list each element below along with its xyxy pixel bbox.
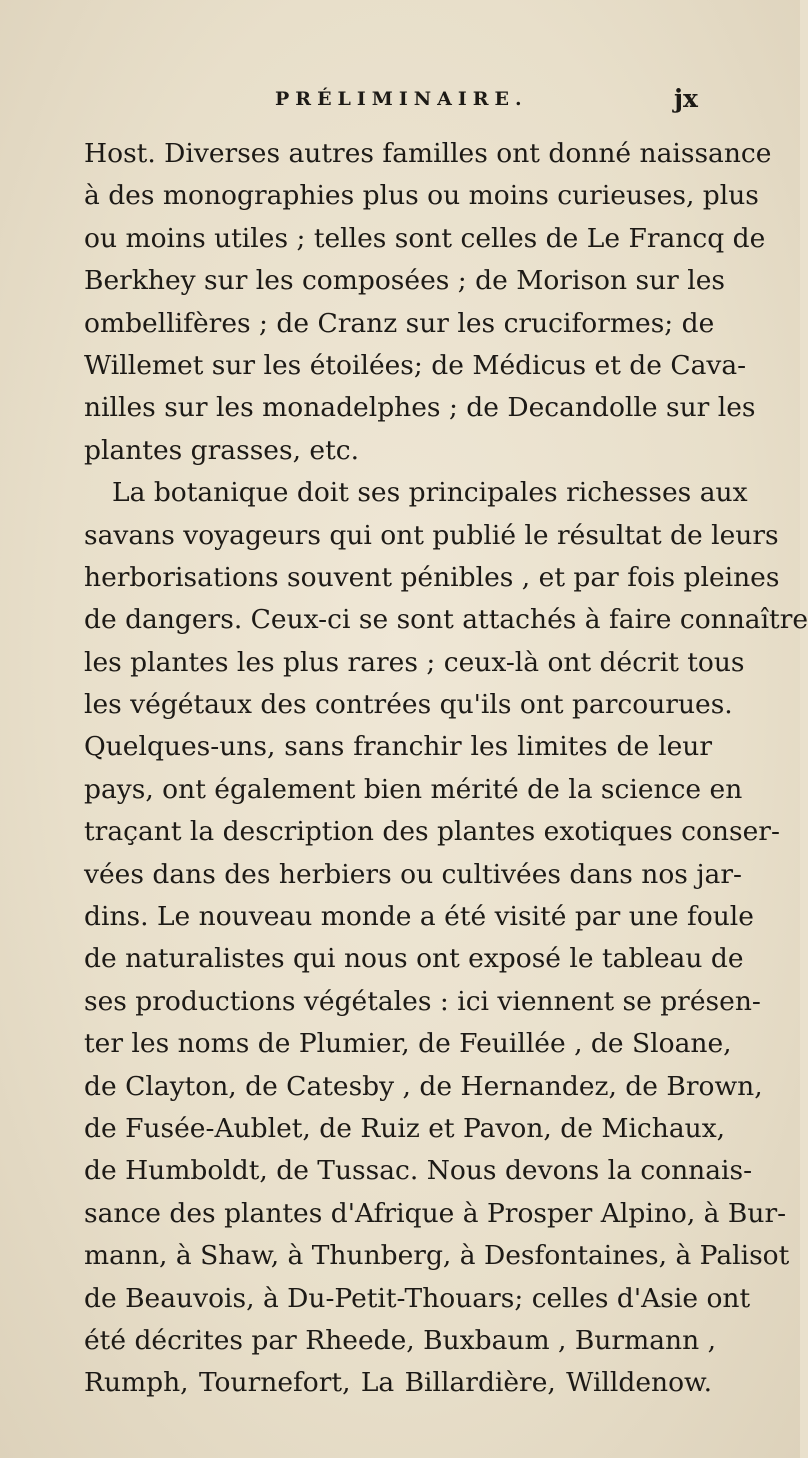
text-line: herborisations souvent pénibles , et par fois pleines <box>84 561 780 593</box>
text-line: Berkhey sur les composées ; de Morison sur les <box>84 265 726 297</box>
text-line: vées dans des herbiers ou cultivées dans nos jar- <box>84 858 742 890</box>
text-line: La botanique doit ses principales richesses aux <box>112 477 748 509</box>
text-line: sance des plantes d'Afrique à Prosper Alpino, à Bur- <box>84 1197 787 1229</box>
text-line: de Fusée-Aublet, de Ruiz et Pavon, de Michaux, <box>84 1112 726 1144</box>
text-line: de Humboldt, de Tussac. Nous devons la connais- <box>84 1155 753 1187</box>
text-line: dins. Le nouveau monde a été visité par une foule <box>84 901 754 933</box>
header-title: PRÉLIMINAIRE. <box>275 88 528 110</box>
text-line: de dangers. Ceux-ci se sont attachés à faire connaître <box>84 604 808 636</box>
text-line: les végétaux des contrées qu'ils ont parcourues. <box>84 689 733 721</box>
text-line: été décrites par Rheede, Buxbaum , Burmann , <box>84 1324 716 1356</box>
text-line: nilles sur les monadelphes ; de Decandolle sur les <box>84 392 756 424</box>
text-line: pays, ont également bien mérité de la science en <box>84 773 743 805</box>
text-line: de Clayton, de Catesby , de Hernandez, de Brown, <box>84 1070 763 1102</box>
text-line: Host. Diverses autres familles ont donné naissance <box>84 138 772 169</box>
text-line: traçant la description des plantes exotiques conser- <box>84 816 780 848</box>
text-line: les plantes les plus rares ; ceux-là ont décrit tous <box>84 646 745 678</box>
text-line: ses productions végétales : ici viennent se présen- <box>84 985 761 1017</box>
running-header <box>0 84 800 118</box>
text-line: à des monographies plus ou moins curieuses, plus <box>84 180 759 212</box>
text-line: de naturalistes qui nous ont exposé le tableau de <box>84 943 744 975</box>
body-text <box>84 133 808 1405</box>
text-line: savans voyageurs qui ont publié le résultat de leurs <box>84 519 779 551</box>
text-line: Rumph, Tournefort, La Billardière, Willdenow. <box>84 1367 712 1399</box>
text-line: mann, à Shaw, à Thunberg, à Desfontaines, à Palisot <box>84 1240 790 1272</box>
text-line: de Beauvois, à Du-Petit-Thouars; celles d'Asie ont <box>84 1282 751 1314</box>
page-number: jx <box>674 84 698 113</box>
text-line: plantes grasses, etc. <box>84 434 360 466</box>
text-line: Willemet sur les étoilées; de Médicus et de Cava- <box>84 349 747 381</box>
text-line: ou moins utiles ; telles sont celles de Le Francq de <box>84 222 766 254</box>
text-line: ombellifères ; de Cranz sur les cruciformes; de <box>84 307 715 339</box>
text-line: Quelques-uns, sans franchir les limites de leur <box>84 731 712 763</box>
text-line: ter les noms de Plumier, de Feuillée , de Sloane, <box>84 1028 732 1060</box>
